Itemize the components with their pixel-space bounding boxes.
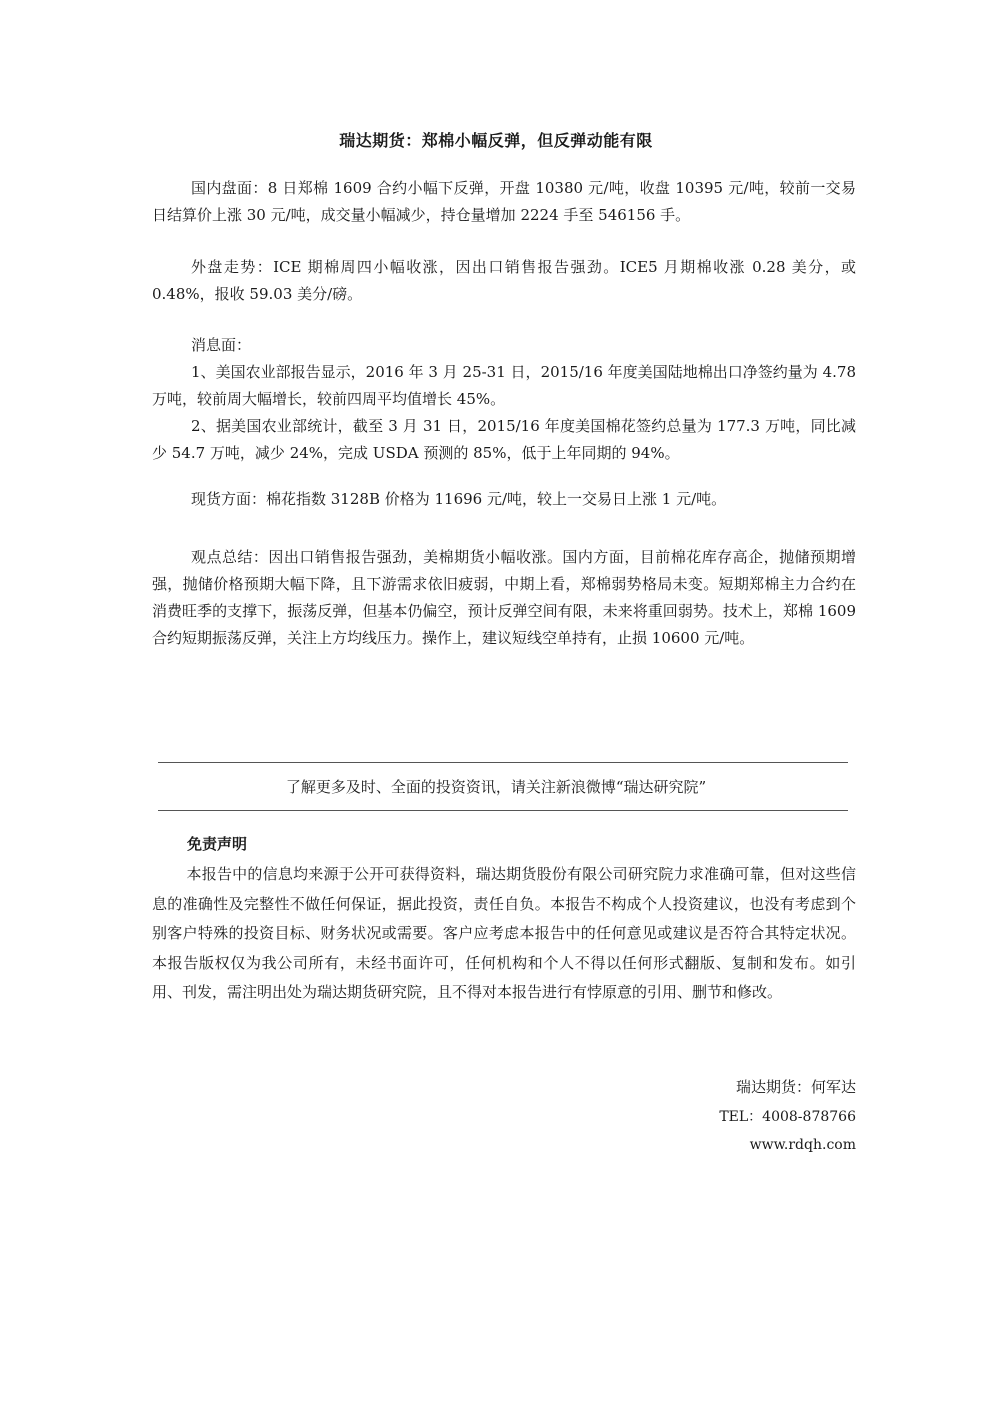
spot-paragraph: 现货方面：棉花指数 3128B 价格为 11696 元/吨，较上一交易日上涨 1 元/吨。 bbox=[191, 490, 727, 508]
news-item-1: 1、美国农业部报告显示，2016 年 3 月 25-31 日，2015/16 年度美国陆地棉出口净签约量为 4.78 万吨，较前周大幅增长，较前四周平均值增长 45%。 bbox=[152, 363, 856, 408]
news-heading: 消息面： bbox=[191, 336, 252, 354]
foreign-paragraph: 外盘走势：ICE 期棉周四小幅收涨，因出口销售报告强劲。ICE5 月期棉收涨 0.28 美分，或 0.48%，报收 59.03 美分/磅。 bbox=[152, 258, 856, 303]
signature-website: www.rdqh.com bbox=[749, 1137, 856, 1153]
spot-section bbox=[152, 486, 856, 513]
report-title: 瑞达期货：郑棉小幅反弹，但反弹动能有限 bbox=[339, 131, 653, 150]
signature-author: 瑞达期货：何军达 bbox=[735, 1078, 856, 1096]
signature-tel: TEL：4008-878766 bbox=[719, 1109, 856, 1125]
news-item-2: 2、据美国农业部统计，截至 3 月 31 日，2015/16 年度美国棉花签约总量为 177.3 万吨，同比减少 54.7 万吨，减少 24%，完成 USDA 预测的 85%，低于上年同期的 94%。 bbox=[152, 417, 856, 462]
summary-section bbox=[152, 544, 856, 652]
domestic-paragraph: 国内盘面：8 日郑棉 1609 合约小幅下反弹，开盘 10380 元/吨，收盘 10395 元/吨，较前一交易日结算价上涨 30 元/吨，成交量小幅减少，持仓量增加 2224 手至 546156 手。 bbox=[152, 179, 856, 224]
weibo-follow-note: 了解更多及时、全面的投资资讯，请关注新浪微博“瑞达研究院” bbox=[285, 778, 707, 796]
divider-bottom bbox=[158, 810, 848, 811]
disclaimer-section bbox=[152, 860, 856, 1008]
domestic-section bbox=[152, 175, 856, 229]
foreign-section bbox=[152, 254, 856, 308]
news-section bbox=[152, 332, 856, 467]
divider-top bbox=[158, 762, 848, 763]
summary-paragraph: 观点总结：因出口销售报告强劲，美棉期货小幅收涨。国内方面，目前棉花库存高企，抛储预期增强，抛储价格预期大幅下降，且下游需求依旧疲弱，中期上看，郑棉弱势格局未变。短期郑棉主力合约在消费旺季的支撑下，振荡反弹，但基本仍偏空，预计反弹空间有限，未来将重回弱势。技术上，郑棉 1609 合约短期振荡反弹，关注上方均线压力。操作上，建议短线空单持有，止损 10600 元/吨。 bbox=[152, 548, 856, 647]
disclaimer-body: 本报告中的信息均来源于公开可获得资料，瑞达期货股份有限公司研究院力求准确可靠，但对这些信息的准确性及完整性不做任何保证，据此投资，责任自负。本报告不构成个人投资建议，也没有考虑到个别客户特殊的投资目标、财务状况或需要。客户应考虑本报告中的任何意见或建议是否符合其特定状况。本报告版权仅为我公司所有，未经书面许可，任何机构和个人不得以任何形式翻版、复制和发布。如引用、刊发，需注明出处为瑞达期货研究院，且不得对本报告进行有悖原意的引用、删节和修改。 bbox=[152, 865, 856, 1001]
disclaimer-title: 免责声明 bbox=[187, 835, 248, 853]
